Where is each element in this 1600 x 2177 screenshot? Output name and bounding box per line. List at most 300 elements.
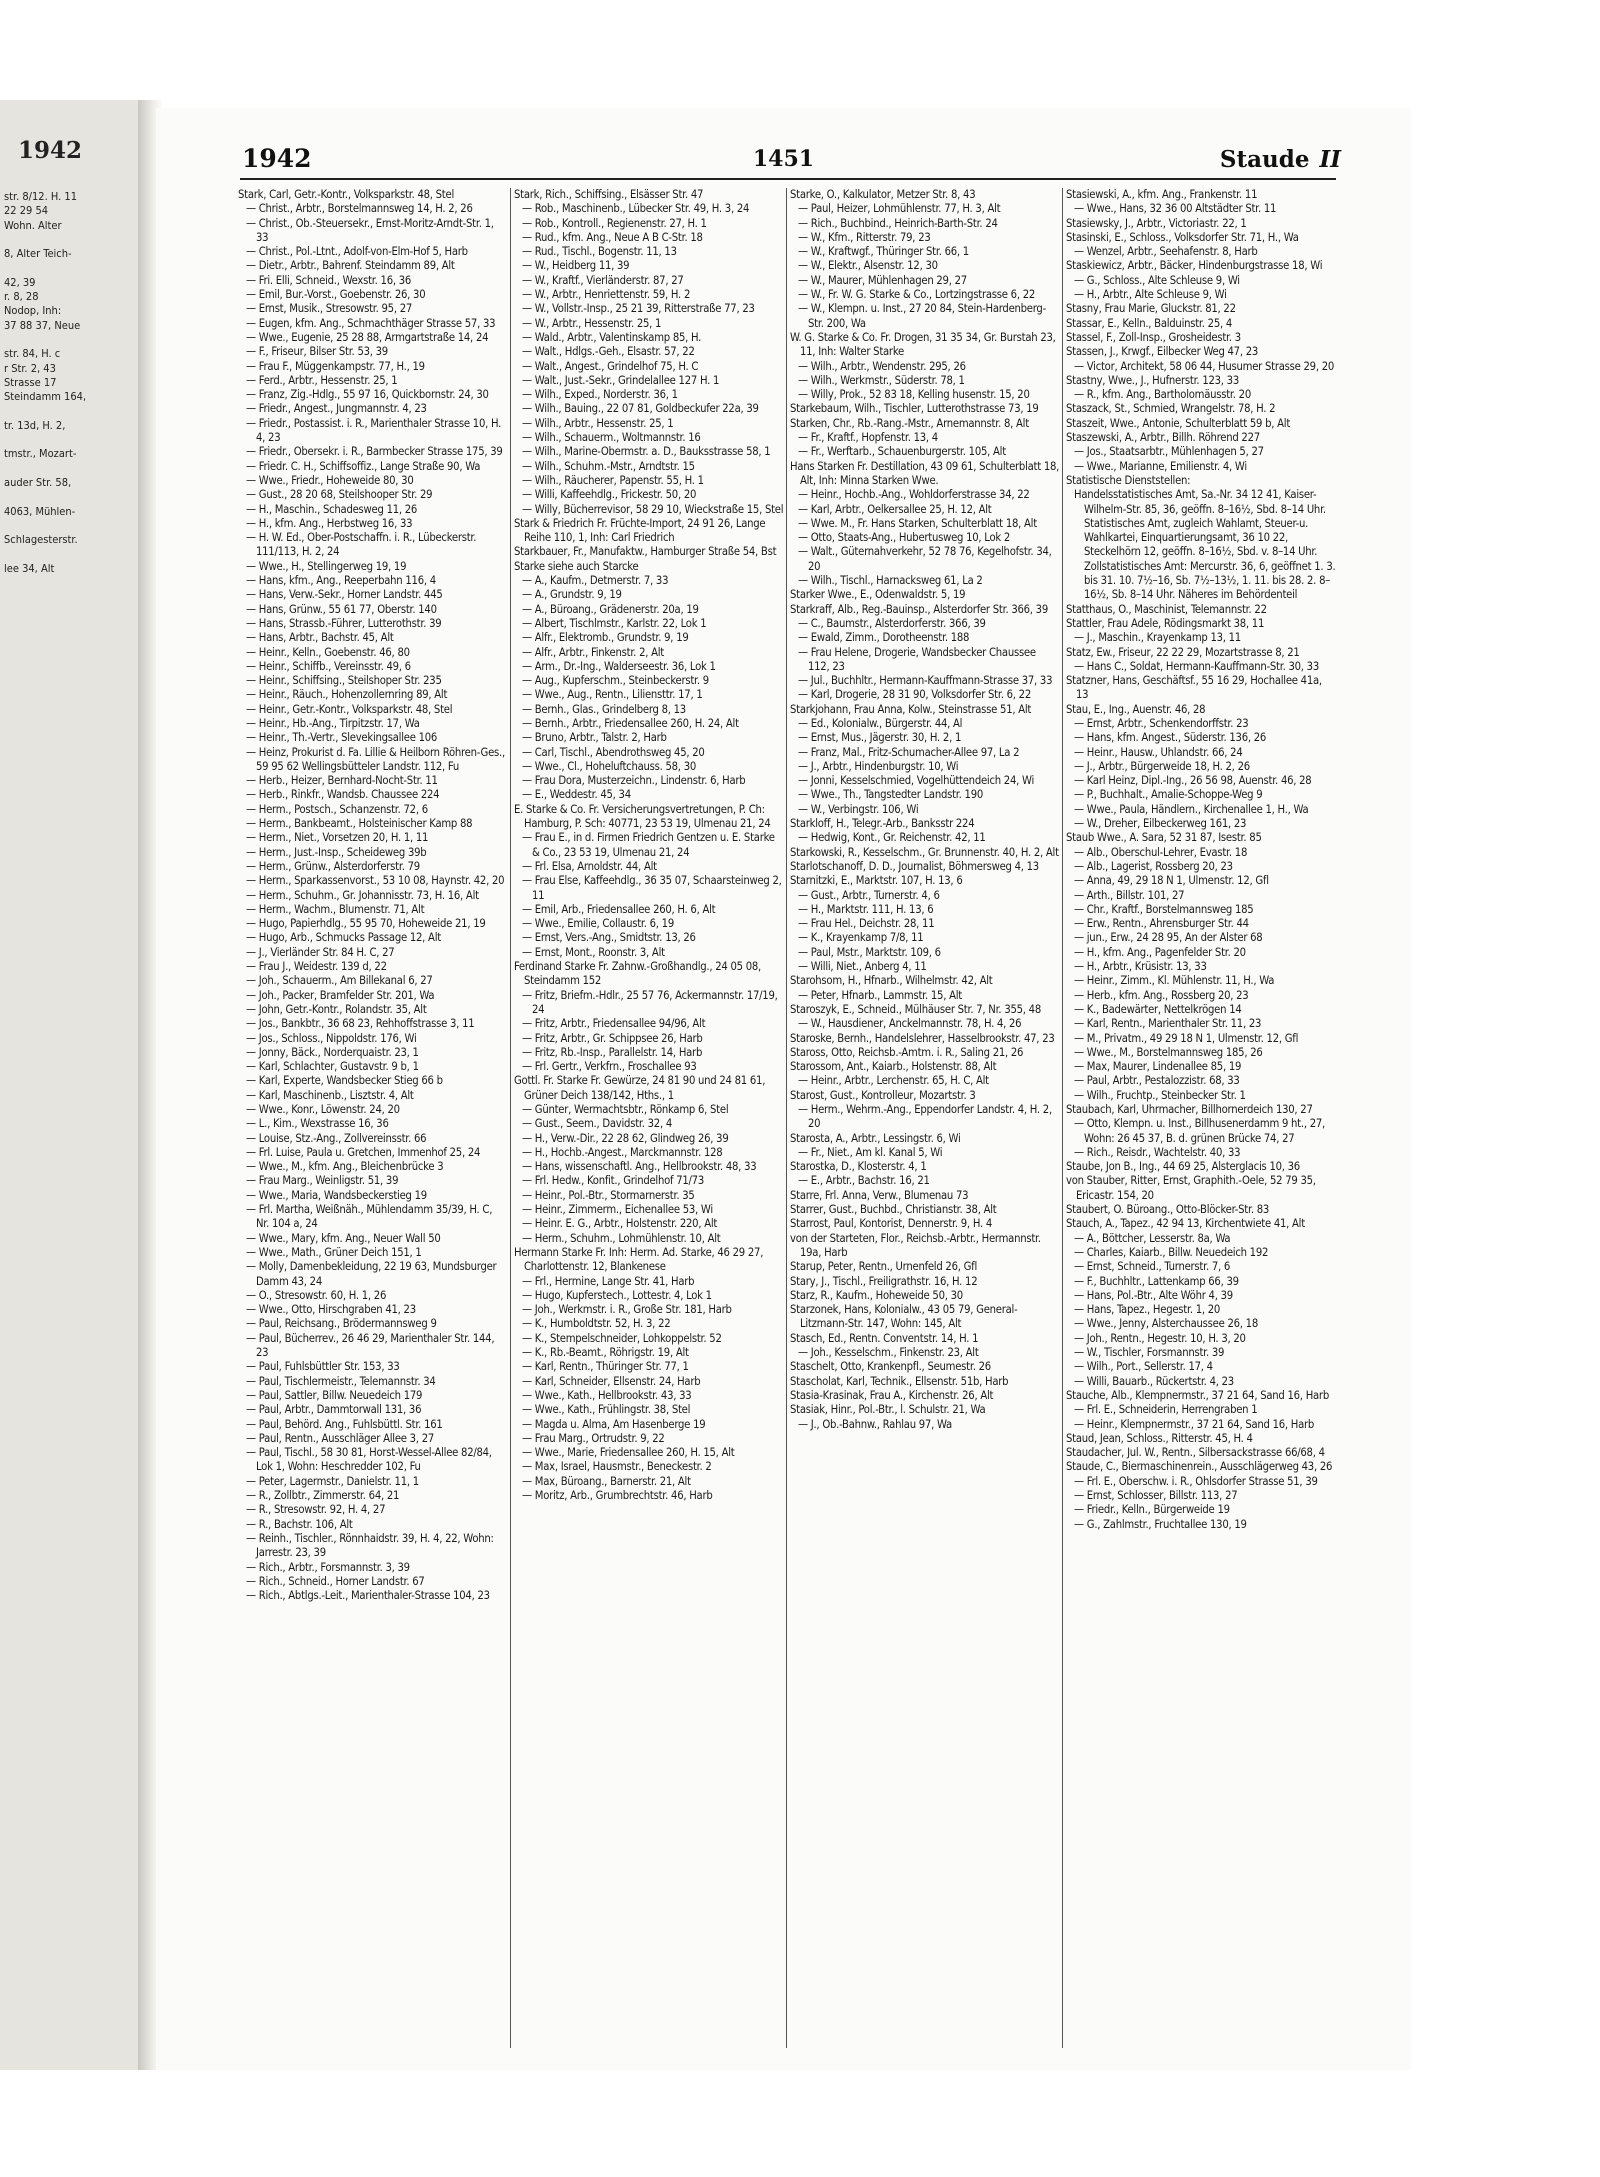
directory-entry: — Herm., Postsch., Schanzenstr. 72, 6	[246, 802, 428, 816]
directory-entry: Hermann Starke Fr. Inh: Herm. Ad. Starke, 46 29 27, Charlottenstr. 12, Blankenese	[514, 1245, 764, 1274]
directory-entry: — Wilh., Tischl., Harnacksweg 61, La 2	[798, 574, 983, 588]
directory-entry: — W., Kfm., Ritterstr. 79, 23	[798, 230, 931, 244]
left-page-lines	[4, 190, 142, 576]
directory-entry: Stau, E., Ing., Auenstr. 46, 28	[1066, 702, 1206, 716]
directory-entry: W. G. Starke & Co. Fr. Drogen, 31 35 34, Gr. Burstah 23, 11, Inh: Walter Starke	[790, 330, 1056, 359]
directory-entry: — E., Arbtr., Bachstr. 16, 21	[798, 1174, 930, 1188]
directory-entry: — Frau E., in d. Firmen Friedrich Gentzen u. E. Starke & Co., 23 53 19, Ulmenau 21, 24	[522, 831, 775, 859]
directory-entry: Staroske, Bernh., Handelslehrer, Hasselbrookstr. 47, 23	[790, 1031, 1055, 1045]
directory-entry: Stark, Rich., Schiffsing., Elsässer Str. 47	[514, 188, 704, 201]
directory-entry: — Frl., Hermine, Lange Str. 41, Harb	[522, 1274, 695, 1288]
directory-entry: Stasiewski, A., kfm. Ang., Frankenstr. 11	[1066, 188, 1258, 201]
left-page-line: r. 8, 28	[4, 290, 39, 304]
directory-entry: — Herm., Just.-Insp., Scheideweg 39b	[246, 845, 427, 859]
directory-entry: — Jos., Bankbtr., 36 68 23, Rehhoffstrasse 3, 11	[246, 1017, 475, 1031]
directory-entry: — Emil, Arb., Friedensallee 260, H. 6, Alt	[522, 902, 716, 916]
directory-entry: Stasiak, Hinr., Pol.-Btr., l. Schulstr. 21, Wa	[790, 1403, 986, 1417]
directory-entry: — R., Bachstr. 106, Alt	[246, 1517, 353, 1531]
directory-entry: Starlotschanoff, D. D., Journalist, Böhmersweg 4, 13	[790, 859, 1039, 873]
directory-entry: — H., kfm. Ang., Herbstweg 16, 33	[246, 516, 413, 530]
directory-entry: — Karl, Maschinenb., Lisztstr. 4, Alt	[246, 1088, 414, 1102]
directory-column-3	[790, 188, 1060, 2048]
directory-entry: Gottl. Fr. Starke Fr. Gewürze, 24 81 90 und 24 81 61, Grüner Deich 138/142, Hths., 1	[514, 1074, 766, 1102]
directory-entry: — Walt., Angest., Grindelhof 75, H. C	[522, 359, 699, 373]
directory-entry: — Friedr., Kelln., Bürgerweide 19	[1074, 1503, 1230, 1517]
directory-entry: — Hugo, Arb., Schmucks Passage 12, Alt	[246, 931, 441, 945]
directory-entry: — Jul., Buchhltr., Hermann-Kauffmann-Strasse 37, 33	[798, 674, 1053, 688]
left-page-line: Wohn. Alter	[4, 218, 62, 232]
directory-entry: — Ernst, Schlosser, Billstr. 113, 27	[1074, 1489, 1238, 1503]
directory-entry: — Walt., Hdlgs.-Geh., Elsastr. 57, 22	[522, 345, 695, 359]
directory-entry: — Fri. Elli, Schneid., Wexstr. 16, 36	[246, 273, 412, 287]
directory-entry: — Herm., Schuhm., Gr. Johannisstr. 73, H. 16, Alt	[246, 888, 479, 902]
left-page-line: Nodop, Inh:	[4, 304, 62, 318]
directory-entry: Statzner, Hans, Geschäftsf., 55 16 29, Hochallee 41a, 13	[1066, 674, 1322, 702]
left-page-line: auder Str. 58,	[4, 475, 72, 489]
directory-entry: — Heinr., Hb.-Ang., Tirpitzstr. 17, Wa	[246, 716, 420, 730]
directory-entry: — Hugo, Papierhdlg., 55 95 70, Hoheweide 21, 19	[246, 917, 486, 931]
directory-entry: — Karl, Rentn., Marienthaler Str. 11, 23	[1074, 1017, 1262, 1031]
directory-entry: — Wwe., M., kfm. Ang., Bleichenbrücke 3	[246, 1160, 444, 1174]
column-divider	[786, 188, 787, 2048]
directory-entry: — Otto, Klempn. u. Inst., Billhusenerdamm 9 ht., 27, Wohn: 26 45 37, B. d. grünen Brücke 74, 27	[1074, 1117, 1325, 1145]
directory-entry: Stasiewsky, J., Arbtr., Victoriastr. 22, 1	[1066, 216, 1247, 230]
directory-entry: — Ernst, Musik., Stresowstr. 95, 27	[246, 302, 413, 316]
directory-entry: — Wwe., M., Borstelmannsweg 185, 26	[1074, 1045, 1263, 1059]
directory-entry: — Wwe., Cl., Hoheluftchauss. 58, 30	[522, 759, 697, 773]
directory-entry: — Wwe., Math., Grüner Deich 151, 1	[246, 1245, 422, 1259]
directory-entry: — Wald., Arbtr., Valentinskamp 85, H.	[522, 330, 702, 344]
left-page-line: 4063, Mühlen-	[4, 504, 76, 518]
directory-entry: — Paul, Arbtr., Pestalozzistr. 68, 33	[1074, 1074, 1240, 1088]
directory-entry: Starrer, Gust., Buchbd., Christianstr. 38, Alt	[790, 1203, 997, 1217]
directory-entry: — H., Marktstr. 111, H. 13, 6	[798, 902, 934, 916]
directory-entry: — Wilh., Arbtr., Wendenstr. 295, 26	[798, 359, 966, 373]
directory-entry: — Karl Heinz, Dipl.-Ing., 26 56 98, Auenstr. 46, 28	[1074, 774, 1312, 788]
directory-entry: — Herm., Wehrm.-Ang., Eppendorfer Landstr. 4, H. 2, 20	[798, 1103, 1052, 1131]
directory-entry: Starostka, D., Klosterstr. 4, 1	[790, 1160, 927, 1174]
left-page-line: str. 84, H. c	[4, 347, 61, 361]
left-page-line: tr. 13d, H. 2,	[4, 418, 66, 432]
directory-entry: Stasia-Krasinak, Frau A., Kirchenstr. 26, Alt	[790, 1388, 994, 1402]
directory-entry: — jun., Erw., 24 28 95, An der Alster 68	[1074, 931, 1263, 945]
directory-entry: — Rich., Abtlgs.-Leit., Marienthaler-Strasse 104, 23	[246, 1589, 490, 1603]
directory-entry: — W., Elektr., Alsenstr. 12, 30	[798, 259, 938, 273]
directory-entry: — Chr., Kraftf., Borstelmannsweg 185	[1074, 902, 1254, 916]
directory-column-2	[514, 188, 784, 2048]
directory-entry: — Fr., Niet., Am kl. Kanal 5, Wi	[798, 1145, 943, 1159]
directory-entry: — Rich., Buchbind., Heinrich-Barth-Str. 24	[798, 216, 998, 230]
directory-entry: — Carl, Tischl., Abendrothsweg 45, 20	[522, 745, 705, 759]
directory-entry: — Louise, Stz.-Ang., Zollvereinsstr. 66	[246, 1131, 427, 1145]
directory-entry: — J., Arbtr., Bürgerweide 18, H. 2, 26	[1074, 759, 1250, 773]
directory-entry: — W., Kraftf., Vierländerstr. 87, 27	[522, 273, 684, 287]
directory-entry: — Jonny, Bäck., Norderquaistr. 23, 1	[246, 1045, 419, 1059]
directory-entry: — Wwe., H., Stellingerweg 19, 19	[246, 559, 407, 573]
directory-entry: Starkloff, H., Telegr.-Arb., Banksstr 224	[790, 817, 975, 831]
directory-entry: — Hans, Strassb.-Führer, Lutterothstr. 39	[246, 616, 442, 630]
directory-entry: — Wwe., Friedr., Hoheweide 80, 30	[246, 473, 414, 487]
directory-entry: — Rud., Tischl., Bogenstr. 11, 13	[522, 245, 677, 259]
directory-entry: — Dietr., Arbtr., Bahrenf. Steindamm 89, Alt	[246, 259, 455, 273]
directory-entry: Stascholat, Karl, Technik., Ellsenstr. 51b, Harb	[790, 1374, 1009, 1388]
directory-entry: Handelsstatistisches Amt, Sa.-Nr. 34 12 41, Kaiser-Wilhelm-Str. 85, 36, geöffn. 8–16½, Sbd. 8–14 Uhr. Statistisches Amt, zugleich Wahlamt, Steuer-u. Wahlkartei, Einquartierungsamt, 36 10 22, Steckelhörn 12, geöffn. 8–16½, Sbd. v. 8–14 Uhr. Zollstatistisches Amt: Mercurstr. 36, 6, geöffnet 1. 3. bis 31. 10. 7½–16, Sb. 7½–13½, 1. 11. bis 28. 2. 8–16½, Sb. 8–14 Uhr. Näheres im Behördenteil	[1074, 488, 1336, 602]
directory-entry: — Joh., Rentn., Hegestr. 10, H. 3, 20	[1074, 1331, 1246, 1345]
directory-entry: von Stauber, Ritter, Ernst, Graphith.-Oele, 52 79 35, Ericastr. 154, 20	[1066, 1174, 1316, 1202]
directory-entry: — Heinr., Getr.-Kontr., Volksparkstr. 48, Stel	[246, 702, 453, 716]
directory-entry: — A., Büroang., Grädenerstr. 20a, 19	[522, 602, 699, 616]
directory-entry: — Frl. E., Schneiderin, Herrengraben 1	[1074, 1403, 1258, 1417]
directory-entry: — Wwe. M., Fr. Hans Starken, Schulterblatt 18, Alt	[798, 516, 1037, 530]
directory-entry: — Karl, Drogerie, 28 31 90, Volksdorfer Str. 6, 22	[798, 688, 1031, 702]
directory-entry: — W., Verbingstr. 106, Wi	[798, 802, 919, 816]
directory-entry: — Frau J., Weidestr. 139 d, 22	[246, 960, 387, 974]
directory-entry: — W., Dreher, Eilbeckerweg 161, 23	[1074, 817, 1247, 831]
directory-entry: Starkraff, Alb., Reg.-Bauinsp., Alsterdorfer Str. 366, 39	[790, 602, 1048, 616]
directory-entry: — W., Heidberg 11, 39	[522, 259, 630, 273]
directory-entry: — Alb., Oberschul-Lehrer, Evastr. 18	[1074, 845, 1248, 859]
directory-entry: Stattler, Frau Adele, Rödingsmarkt 38, 11	[1066, 616, 1265, 630]
directory-entry: — Ferd., Arbtr., Hessenstr. 25, 1	[246, 373, 398, 387]
directory-entry: — Paul, Tischl., 58 30 81, Horst-Wessel-Allee 82/84, Lok 1, Wohn: Heschredder 102, Fu	[246, 1446, 492, 1474]
directory-entry: Staschelt, Otto, Krankenpfl., Seumestr. 26	[790, 1360, 991, 1374]
directory-entry: Staude, C., Biermaschinenrein., Ausschlägerweg 43, 26	[1066, 1460, 1333, 1474]
page-year: 1942	[242, 144, 312, 173]
directory-entry: — Alb., Lagerist, Rossberg 20, 23	[1074, 859, 1233, 873]
directory-entry: — Frau Marg., Ortrudstr. 9, 22	[522, 1431, 665, 1445]
directory-entry: — K., Badewärter, Nettelkrögen 14	[1074, 1002, 1242, 1016]
directory-entry: — Günter, Wermachtsbtr., Rönkamp 6, Stel	[522, 1103, 729, 1116]
directory-entry: — Wilh., Schauerm., Woltmannstr. 16	[522, 431, 701, 445]
directory-entry: — A., Grundstr. 9, 19	[522, 588, 622, 602]
directory-entry: — Frl. Gertr., Verkfrn., Froschallee 93	[522, 1060, 697, 1074]
directory-entry: — Ernst, Vers.-Ang., Smidtstr. 13, 26	[522, 931, 696, 945]
header-surname	[1220, 146, 1341, 173]
directory-entry: — Herm., Sparkassenvorst., 53 10 08, Haynstr. 42, 20	[246, 874, 505, 888]
left-page-line: Steindamm 164,	[4, 390, 87, 404]
directory-entry: — Hans, Tapez., Hegestr. 1, 20	[1074, 1303, 1221, 1317]
directory-entry: — Bernh., Glas., Grindelberg 8, 13	[522, 702, 686, 716]
directory-entry: — H., kfm. Ang., Pagenfelder Str. 20	[1074, 945, 1246, 959]
directory-entry: — K., Krayenkamp 7/8, 11	[798, 931, 924, 945]
directory-entry: Starrost, Paul, Kontorist, Dennerstr. 9, H. 4	[790, 1217, 992, 1231]
directory-entry: — Wilh., Port., Sellerstr. 17, 4	[1074, 1360, 1213, 1374]
directory-entry: Staroszyk, E., Schneid., Mülhäuser Str. 7, Nr. 355, 48	[790, 1002, 1041, 1016]
directory-entry: — Max, Israel, Hausmstr., Beneckestr. 2	[522, 1460, 712, 1474]
directory-entry: — Wilh., Bauing., 22 07 81, Goldbeckufer 22a, 39	[522, 402, 759, 416]
directory-entry: Stassel, F., Zoll-Insp., Grosheidestr. 3	[1066, 330, 1241, 344]
directory-entry: — Rob., Kontroll., Regienenstr. 27, H. 1	[522, 216, 707, 230]
directory-entry: — Gust., Seem., Davidstr. 32, 4	[522, 1117, 672, 1131]
header-volume: II	[1319, 146, 1341, 173]
directory-entry: — R., Stresowstr. 92, H. 4, 27	[246, 1503, 386, 1517]
directory-entry: — H., Arbtr., Alte Schleuse 9, Wi	[1074, 288, 1227, 302]
directory-entry: — Wwe., Konr., Löwenstr. 24, 20	[246, 1103, 400, 1116]
directory-entry: — Christ., Pol.-Ltnt., Adolf-von-Elm-Hof 5, Harb	[246, 245, 468, 259]
directory-entry: — K., Humboldtstr. 52, H. 3, 22	[522, 1317, 671, 1331]
directory-entry: — Wilh., Werkmstr., Süderstr. 78, 1	[798, 373, 965, 387]
directory-entry: — Frau Helene, Drogerie, Wandsbecker Chaussee 112, 23	[798, 645, 1036, 673]
directory-entry: — O., Stresowstr. 60, H. 1, 26	[246, 1288, 387, 1302]
left-page-line	[4, 404, 142, 418]
directory-entry: — Hans, Grünw., 55 61 77, Oberstr. 140	[246, 602, 437, 616]
directory-entry: — Paul, Sattler, Billw. Neuedeich 179	[246, 1388, 423, 1402]
directory-entry: — Herb., Heizer, Bernhard-Nocht-Str. 11	[246, 774, 438, 788]
directory-entry: — Wwe., Emilie, Collaustr. 6, 19	[522, 917, 674, 931]
directory-entry: — J., Vierländer Str. 84 H. C, 27	[246, 945, 395, 959]
left-page-line: tmstr., Mozart-	[4, 447, 77, 461]
left-page-line: 22 29 54	[4, 204, 49, 218]
directory-entry: — Ernst, Mont., Roonstr. 3, Alt	[522, 945, 665, 959]
directory-page	[156, 108, 1411, 2070]
left-page-line: 37 88 37, Neue	[4, 318, 81, 332]
directory-entry: Starossom, Ant., Kaiarb., Holstenstr. 88, Alt	[790, 1060, 997, 1074]
directory-entry: — Magda u. Alma, Am Hasenberge 19	[522, 1417, 706, 1431]
directory-entry: — Karl, Rentn., Thüringer Str. 77, 1	[522, 1360, 689, 1374]
directory-entry: — Charles, Kaiarb., Billw. Neuedeich 192	[1074, 1245, 1269, 1259]
directory-entry: — Heinr., Arbtr., Lerchenstr. 65, H. C, Alt	[798, 1074, 989, 1088]
directory-entry: — Paul, Heizer, Lohmühlenstr. 77, H. 3, Alt	[798, 202, 1001, 216]
directory-entry: — Ed., Kolonialw., Bürgerstr. 44, Al	[798, 716, 963, 730]
directory-entry: — Hans, kfm. Angest., Süderstr. 136, 26	[1074, 731, 1267, 745]
directory-entry: — Wilh., Arbtr., Hessenstr. 25, 1	[522, 416, 674, 430]
directory-entry: — Walt., Güternahverkehr, 52 78 76, Kegelhofstr. 34, 20	[798, 545, 1052, 573]
directory-entry: — Heinr., Klempnermstr., 37 21 64, Sand 16, Harb	[1074, 1417, 1315, 1431]
directory-entry: — Heinr., Räuch., Hohenzollernring 89, Alt	[246, 688, 448, 702]
directory-entry: — Heinr. E. G., Arbtr., Holstenstr. 220, Alt	[522, 1217, 718, 1231]
directory-entry: — Frl. Martha, Weißnäh., Mühlendamm 35/39, H. C, Nr. 104 a, 24	[246, 1203, 493, 1231]
directory-entry: — Wilh., Fruchtp., Steinbecker Str. 1	[1074, 1088, 1246, 1102]
directory-entry: — Wwe., Marianne, Emilienstr. 4, Wi	[1074, 459, 1247, 473]
directory-entry: — Anna, 49, 29 18 N 1, Ulmenstr. 12, Gfl	[1074, 874, 1269, 888]
directory-entry: — Frau Hel., Deichstr. 28, 11	[798, 917, 935, 931]
directory-entry: — Frau F., Müggenkampstr. 77, H., 19	[246, 359, 425, 373]
directory-entry: — W., Arbtr., Henriettenstr. 59, H. 2	[522, 288, 691, 302]
directory-entry: — W., Maurer, Mühlenhagen 29, 27	[798, 273, 967, 287]
directory-entry: — Gust., Arbtr., Turnerstr. 4, 6	[798, 888, 940, 902]
directory-entry: — John, Getr.-Kontr., Rolandstr. 35, Alt	[246, 1002, 427, 1016]
directory-entry: — Friedr., Angest., Jungmannstr. 4, 23	[246, 402, 427, 416]
directory-entry: — Joh., Kesselschm., Finkenstr. 23, Alt	[798, 1346, 979, 1360]
directory-entry: — K., Rb.-Beamt., Röhrigstr. 19, Alt	[522, 1346, 689, 1360]
directory-entry: — Herm., Wachm., Blumenstr. 71, Alt	[246, 902, 425, 916]
left-page-line	[4, 547, 142, 561]
directory-entry: — Frau Dora, Musterzeichn., Lindenstr. 6, Harb	[522, 774, 746, 788]
directory-entry: Hans Starken Fr. Destillation, 43 09 61, Schulterblatt 18, Alt, Inh: Minna Starken Wwe.	[790, 459, 1060, 487]
directory-entry: — Franz, Zig.-Hdlg., 55 97 16, Quickbornstr. 24, 30	[246, 388, 489, 402]
directory-entry: — Fritz, Briefm.-Hdlr., 25 57 76, Ackermannstr. 17/19, 24	[522, 988, 778, 1016]
directory-column-4	[1066, 188, 1336, 2048]
directory-entry: — Wenzel, Arbtr., Seehafenstr. 8, Harb	[1074, 245, 1258, 259]
directory-entry: — M., Privatm., 49 29 18 N 1, Ulmenstr. 12, Gfl	[1074, 1031, 1299, 1045]
directory-entry: — Frl. E., Oberschw. i. R., Ohlsdorfer Strasse 51, 39	[1074, 1474, 1318, 1488]
directory-entry: — Wwe., Kath., Frühlingstr. 38, Stel	[522, 1403, 691, 1417]
directory-entry: — Joh., Packer, Bramfelder Str. 201, Wa	[246, 988, 435, 1002]
directory-entry: — Jonni, Kesselschmied, Vogelhüttendeich 24, Wi	[798, 774, 1035, 788]
directory-entry: — Heinr., Zimmerm., Eichenallee 53, Wi	[522, 1203, 713, 1217]
directory-entry: — Hedwig, Kont., Gr. Reichenstr. 42, 11	[798, 831, 986, 845]
left-page-line: Strasse 17	[4, 375, 57, 389]
directory-entry: — Wwe., Marie, Friedensallee 260, H. 15, Alt	[522, 1446, 735, 1460]
directory-entry: — Emil, Bur.-Vorst., Goebenstr. 26, 30	[246, 288, 426, 302]
directory-entry: Stasny, Frau Marie, Gluckstr. 81, 22	[1066, 302, 1236, 316]
directory-entry: Stauche, Alb., Klempnermstr., 37 21 64, Sand 16, Harb	[1066, 1388, 1329, 1402]
directory-entry: — Wwe., Otto, Hirschgraben 41, 23	[246, 1303, 416, 1317]
directory-entry: Staskiewicz, Arbtr., Bäcker, Hindenburgstrasse 18, Wi	[1066, 259, 1323, 273]
directory-entry: — Hans C., Soldat, Hermann-Kauffmann-Str. 30, 33	[1074, 659, 1319, 673]
left-page-line: str. 8/12. H. 11	[4, 190, 78, 203]
directory-entry: — Heinz, Prokurist d. Fa. Lillie & Heilborn Röhren-Ges., 59 95 62 Wellingsbütteler Landstr. 112, Fu	[246, 745, 505, 773]
directory-entry: Statz, Ew., Friseur, 22 22 29, Mozartstrasse 8, 21	[1066, 645, 1300, 659]
directory-entry: — Ewald, Zimm., Dorotheenstr. 188	[798, 631, 970, 645]
directory-entry: — Walt., Just.-Sekr., Grindelallee 127 H. 1	[522, 373, 720, 387]
directory-entry: — Fritz, Arbtr., Friedensallee 94/96, Alt	[522, 1017, 706, 1031]
directory-entry: — Heinr., Pol.-Btr., Stormarnerstr. 35	[522, 1188, 695, 1202]
directory-entry: — H., Arbtr., Krüsistr. 13, 33	[1074, 960, 1207, 974]
directory-entry: — J., Arbtr., Hindenburgstr. 10, Wi	[798, 759, 959, 773]
left-page-line	[4, 333, 142, 347]
directory-entry: Starkbauer, Fr., Manufaktw., Hamburger Straße 54, Bst	[514, 545, 777, 559]
directory-entry: Starosta, A., Arbtr., Lessingstr. 6, Wi	[790, 1131, 961, 1145]
directory-entry: — Friedr., Obersekr. i. R., Barmbecker Strasse 175, 39	[246, 445, 503, 459]
directory-entry: — Reinh., Tischler., Rönnhaidstr. 39, H. 4, 22, Wohn: Jarrestr. 23, 39	[246, 1531, 494, 1560]
directory-entry: Staubert, O. Büroang., Otto-Blöcker-Str. 83	[1066, 1203, 1270, 1217]
directory-entry: Staross, Otto, Reichsb.-Amtm. i. R., Saling 21, 26	[790, 1045, 1024, 1059]
directory-entry: — A., Kaufm., Detmerstr. 7, 33	[522, 574, 669, 588]
directory-entry: — Eugen, kfm. Ang., Schmachthäger Strasse 57, 33	[246, 316, 496, 330]
left-page-line: lee 34, Alt	[4, 561, 55, 575]
directory-entry: — Wwe., Mary, kfm. Ang., Neuer Wall 50	[246, 1231, 441, 1245]
directory-entry: — Paul, Reichsang., Brödermannsweg 9	[246, 1317, 437, 1331]
directory-entry: Stauch, A., Tapez., 42 94 13, Kirchentwiete 41, Alt	[1066, 1217, 1305, 1231]
directory-entry: Starzonek, Hans, Kolonialw., 43 05 79, General-Litzmann-Str. 147, Wohn: 145, Alt	[790, 1303, 1018, 1331]
directory-entry: — Heinr., Schiffsing., Steilshoper Str. 235	[246, 674, 442, 688]
directory-entry: — K., Stempelschneider, Lohkoppelstr. 52	[522, 1331, 722, 1345]
directory-entry: — Hans, Arbtr., Bachstr. 45, Alt	[246, 631, 394, 645]
directory-entry: Starkjohann, Frau Anna, Kolw., Steinstrasse 51, Alt	[790, 702, 1032, 716]
directory-entry: Starnitzki, E., Marktstr. 107, H. 13, 6	[790, 874, 963, 888]
directory-entry: — Moritz, Arb., Grumbrechtstr. 46, Harb	[522, 1489, 713, 1503]
directory-entry: — Herm., Bankbeamt., Holsteinischer Kamp 88	[246, 817, 473, 831]
directory-entry: — Hugo, Kupferstech., Lottestr. 4, Lok 1	[522, 1288, 712, 1302]
directory-entry: — Wwe., Kath., Hellbrookstr. 43, 33	[522, 1388, 692, 1402]
directory-entry: — Wwe., Th., Tangstedter Landstr. 190	[798, 788, 984, 802]
directory-entry: E. Starke & Co. Fr. Versicherungsvertretungen, P. Ch: Hamburg, P. Sch: 40771, 23 53 19, Ulmenau 21, 24	[514, 802, 771, 831]
directory-entry: Stastny, Wwe., J., Hufnerstr. 123, 33	[1066, 373, 1239, 387]
directory-entry: — Christ., Ob.-Steuersekr., Ernst-Moritz-Arndt-Str. 1, 33	[246, 216, 494, 244]
left-page-line	[4, 233, 142, 247]
directory-entry: — Aug., Kupferschm., Steinbeckerstr. 9	[522, 674, 709, 688]
directory-entry: Starkowski, R., Kesselschm., Gr. Brunnenstr. 40, H. 2, Alt	[790, 845, 1059, 859]
directory-entry: — H., Maschin., Schadesweg 11, 26	[246, 502, 418, 516]
directory-entry: — Alfr., Elektromb., Grundstr. 9, 19	[522, 631, 689, 645]
directory-entry: — J., Ob.-Bahnw., Rahlau 97, Wa	[798, 1417, 952, 1431]
directory-entry: — Heinr., Zimm., Kl. Mühlenstr. 11, H., Wa	[1074, 974, 1275, 988]
directory-entry: Staszewski, A., Arbtr., Billh. Röhrend 227	[1066, 431, 1260, 445]
directory-entry: — Jos., Staatsarbtr., Mühlenhagen 5, 27	[1074, 445, 1264, 459]
directory-entry: — F., Buchhltr., Lattenkamp 66, 39	[1074, 1274, 1239, 1288]
left-page-line	[4, 462, 142, 476]
directory-entry: — Willy, Prok., 52 83 18, Kelling husenstr. 15, 20	[798, 388, 1030, 402]
page-number: 1451	[752, 146, 815, 172]
directory-entry: — Friedr., Postassist. i. R., Marienthaler Strasse 10, H. 4, 23	[246, 416, 502, 445]
directory-entry: — Ernst, Schneid., Turnerstr. 7, 6	[1074, 1260, 1231, 1274]
directory-entry: — Bruno, Arbtr., Talstr. 2, Harb	[522, 731, 667, 745]
directory-entry: — Heinr., Th.-Vertr., Slevekingsallee 106	[246, 731, 438, 745]
directory-entry: — Herm., Niet., Vorsetzen 20, H. 1, 11	[246, 831, 429, 845]
directory-entry: Stassen, J., Krwgf., Eilbecker Weg 47, 23	[1066, 345, 1259, 359]
directory-entry: Staszack, St., Schmied, Wrangelstr. 78, H. 2	[1066, 402, 1276, 416]
directory-column-1	[238, 188, 508, 2048]
directory-entry: — Wwe., Hans, 32 36 00 Altstädter Str. 11	[1074, 202, 1277, 216]
directory-entry: Stasinski, E., Schloss., Volksdorfer Str. 71, H., Wa	[1066, 230, 1299, 244]
left-page-line	[4, 519, 142, 533]
directory-entry: — Hans, Verw.-Sekr., Horner Landstr. 445	[246, 588, 443, 602]
directory-entry: Starkebaum, Wilh., Tischler, Lutterothstrasse 73, 19	[790, 402, 1039, 416]
directory-entry: Starohsom, H., Hfnarb., Wilhelmstr. 42, Alt	[790, 974, 993, 988]
directory-entry: — Fr., Kraftf., Hopfenstr. 13, 4	[798, 431, 938, 445]
directory-entry: Starup, Peter, Rentn., Urnenfeld 26, Gfl	[790, 1260, 978, 1274]
directory-entry: — Paul, Fuhlsbüttler Str. 153, 33	[246, 1360, 400, 1374]
directory-entry: — Wwe., Paula, Händlern., Kirchenallee 1, H., Wa	[1074, 802, 1309, 816]
page-bottom-margin	[0, 2070, 1600, 2177]
left-page-line: 42, 39	[4, 275, 36, 289]
directory-entry: — Willi, Niet., Anberg 4, 11	[798, 960, 927, 974]
directory-entry: — Heinr., Hochb.-Ang., Wohldorferstrasse 34, 22	[798, 488, 1030, 502]
directory-entry: Starost, Gust., Kontrolleur, Mozartstr. 3	[790, 1088, 976, 1102]
directory-entry: Statistische Dienststellen:	[1066, 473, 1191, 487]
directory-entry: — Paul, Rentn., Ausschläger Allee 3, 27	[246, 1431, 434, 1445]
directory-entry: — Paul, Tischlermeistr., Telemannstr. 34	[246, 1374, 436, 1388]
directory-entry: — Fr., Werftarb., Schauenburgerstr. 105, Alt	[798, 445, 1006, 459]
directory-entry: — Peter, Hfnarb., Lammstr. 15, Alt	[798, 988, 962, 1002]
directory-entry: — Paul, Behörd. Ang., Fuhlsbüttl. Str. 161	[246, 1417, 443, 1431]
directory-entry: — Rich., Schneid., Horner Landstr. 67	[246, 1574, 425, 1588]
directory-entry: — Karl, Schneider, Ellsenstr. 24, Harb	[522, 1374, 701, 1388]
directory-entry: — Frl. Luise, Paula u. Gretchen, Immenhof 25, 24	[246, 1145, 481, 1159]
directory-entry: von der Starteten, Flor., Reichsb.-Arbtr., Hermannstr. 19a, Harb	[790, 1231, 1041, 1259]
directory-entry: — Paul, Mstr., Marktstr. 109, 6	[798, 945, 941, 959]
directory-entry: — P., Buchhalt., Amalie-Schoppe-Weg 9	[1074, 788, 1263, 802]
directory-entry: — Hans, kfm., Ang., Reeperbahn 116, 4	[246, 574, 436, 588]
directory-entry: — Karl, Schlachter, Gustavstr. 9 b, 1	[246, 1060, 419, 1074]
directory-entry: — Frl. Elsa, Arnoldstr. 44, Alt	[522, 859, 657, 873]
directory-entry: — Wwe., Maria, Wandsbeckerstieg 19	[246, 1188, 427, 1202]
directory-entry: — J., Maschin., Krayenkamp 13, 11	[1074, 631, 1241, 645]
left-page-line	[4, 490, 142, 504]
directory-entry: — H., Verw.-Dir., 22 28 62, Glindweg 26, 39	[522, 1131, 729, 1145]
directory-entry: Starker Wwe., E., Odenwaldstr. 5, 19	[790, 588, 966, 602]
directory-entry: — Molly, Damenbekleidung, 22 19 63, Mundsburger Damm 43, 24	[246, 1260, 497, 1288]
directory-entry: — Arth., Billstr. 101, 27	[1074, 888, 1185, 902]
directory-entry: — Frau Else, Kaffeehdlg., 36 35 07, Schaarsteinweg 2, 11	[522, 874, 782, 902]
directory-entry: — Wilh., Marine-Obermstr. a. D., Bauksstrasse 58, 1	[522, 445, 771, 459]
directory-entry: — Alfr., Arbtr., Finkenstr. 2, Alt	[522, 645, 664, 659]
left-page-line: Schlagesterstr.	[4, 533, 78, 547]
column-divider	[510, 188, 511, 2048]
directory-entry: — G., Zahlmstr., Fruchtallee 130, 19	[1074, 1517, 1247, 1531]
left-page-line: r Str. 2, 43	[4, 361, 56, 375]
directory-entry: Statthaus, O., Maschinist, Telemannstr. 22	[1066, 602, 1267, 616]
directory-entry: Starke, O., Kalkulator, Metzer Str. 8, 43	[790, 188, 976, 201]
left-page-line	[4, 433, 142, 447]
directory-entry: — Karl, Arbtr., Oelkersallee 25, H. 12, Alt	[798, 502, 992, 516]
directory-entry: — Hans, Pol.-Btr., Alte Wöhr 4, 39	[1074, 1288, 1233, 1302]
directory-entry: Ferdinand Starke Fr. Zahnw.-Großhandlg., 24 05 08, Steindamm 152	[514, 960, 761, 988]
directory-entry: Starke siehe auch Starcke	[514, 559, 639, 573]
directory-entry: — W., Klempn. u. Inst., 27 20 84, Stein-Hardenberg-Str. 200, Wa	[798, 302, 1046, 330]
directory-entry: Stassar, E., Kelln., Balduinstr. 25, 4	[1066, 316, 1233, 330]
